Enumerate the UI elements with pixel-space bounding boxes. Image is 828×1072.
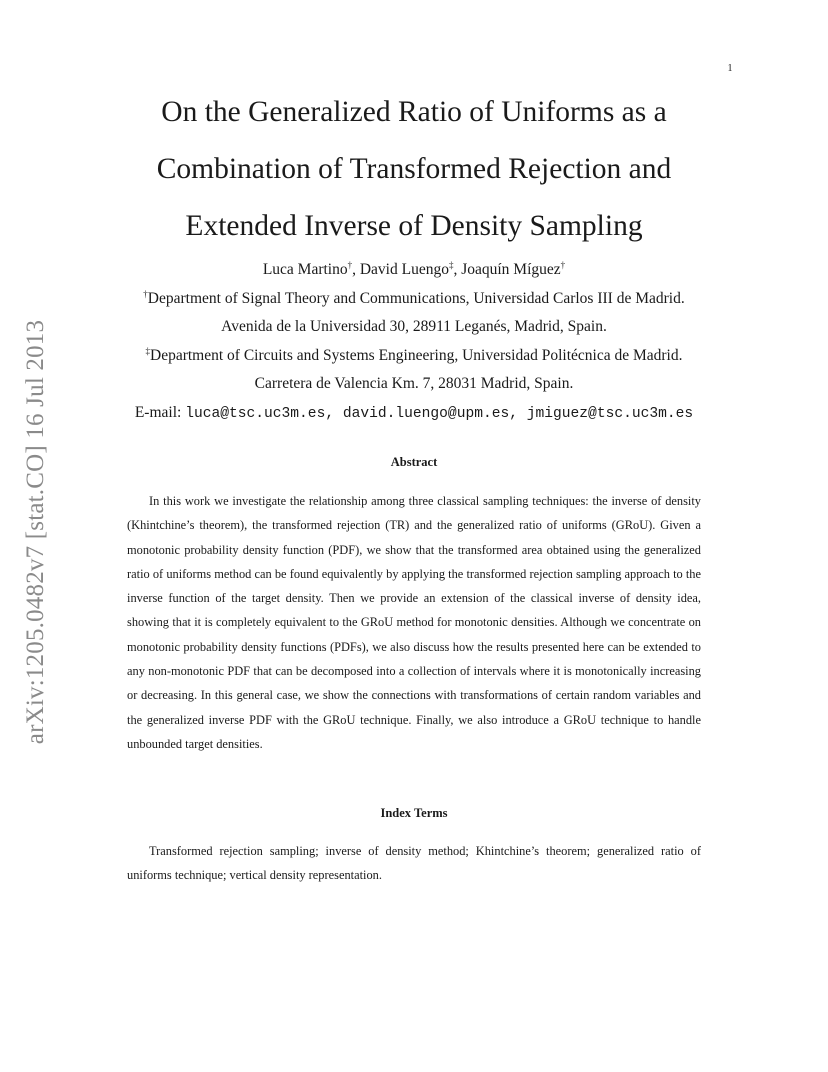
paper-title bbox=[0, 84, 828, 255]
affiliation-2-address: Carretera de Valencia Km. 7, 28031 Madrid, Spain. bbox=[254, 375, 574, 392]
affiliation-department: Department of Circuits and Systems Engineering, Universidad Politécnica de Madrid. bbox=[150, 346, 683, 364]
affiliation-mark: † bbox=[143, 288, 148, 299]
affiliation-2 bbox=[0, 342, 828, 371]
affiliation-1 bbox=[0, 285, 828, 314]
affiliation-mark: † bbox=[347, 260, 353, 270]
affiliation-1-address: Avenida de la Universidad 30, 28911 Leganés, Madrid, Spain. bbox=[221, 318, 607, 335]
author-separator: , bbox=[453, 261, 462, 278]
affiliation-mark: ‡ bbox=[145, 345, 150, 356]
author-name: Luca Martino bbox=[262, 261, 348, 278]
author-list bbox=[0, 256, 828, 285]
email-label: E-mail: bbox=[134, 403, 182, 421]
author-name: David Luengo bbox=[359, 261, 449, 278]
author-block bbox=[0, 256, 828, 428]
email-addresses: luca@tsc.uc3m.es, david.luengo@upm.es, jmiguez@tsc.uc3m.es bbox=[185, 405, 694, 422]
index-terms-text: Transformed rejection sampling; inverse of density method; Khintchine’s theorem; generalized ratio of uniforms technique; vertical density representation. bbox=[127, 844, 701, 883]
page-number: 1 bbox=[727, 63, 733, 74]
abstract-text: In this work we investigate the relationship among three classical sampling techniques: the inverse of density (Khintchine’s theorem), the transformed rejection (TR) and the generalized ratio of uniforms (GRoU). Given a monotonic probability density function (PDF), we show that the transformed area obtained using the generalized ratio of uniforms method can be found equivalently by applying the transformed rejection sampling approach to the inverse function of the target density. Then we provide an extension of the classical inverse of density idea, showing that it is completely equivalent to the GRoU method for monotonic densities. Although we concentrate on monotonic probability density functions (PDFs), we also discuss how the results presented here can be extended to any non-monotonic PDF that can be decomposed into a collection of intervals where it is monotonically increasing or decreasing. In this general case, we show the connections with transformations of certain random variables and the generalized inverse PDF with the GRoU technique. Finally, we also introduce a GRoU technique to handle unbounded target densities. bbox=[127, 494, 701, 751]
arxiv-stamp: arXiv:1205.0482v7 [stat.CO] 16 Jul 2013 bbox=[22, 319, 49, 745]
affiliation-department: Department of Signal Theory and Communications, Universidad Carlos III de Madrid. bbox=[147, 289, 685, 307]
abstract-heading: Abstract bbox=[390, 455, 438, 469]
title-line-3: Extended Inverse of Density Sampling bbox=[185, 210, 643, 242]
affiliation-mark: † bbox=[560, 260, 566, 270]
affiliation-mark: ‡ bbox=[448, 260, 454, 270]
title-line-1: On the Generalized Ratio of Uniforms as a bbox=[161, 96, 667, 128]
email-line bbox=[0, 399, 828, 429]
author-name: Joaquín Míguez bbox=[461, 261, 561, 278]
author-separator: , bbox=[352, 261, 360, 278]
title-line-2: Combination of Transformed Rejection and bbox=[156, 153, 672, 185]
index-terms-heading: Index Terms bbox=[380, 806, 448, 820]
